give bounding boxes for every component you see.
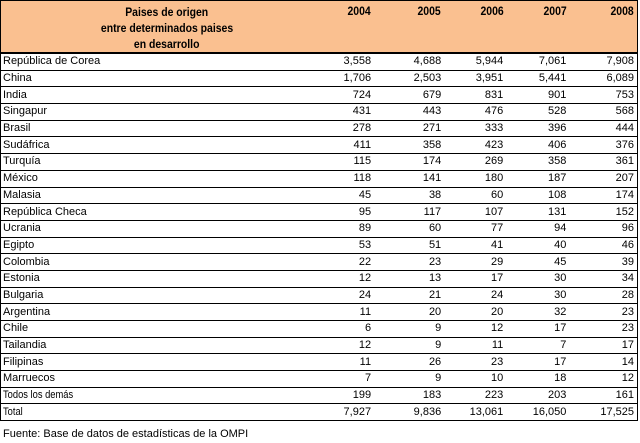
country-name: República Checa bbox=[1, 204, 334, 221]
table-title-line-2: entre determinados paises bbox=[100, 21, 234, 35]
table-row bbox=[1, 304, 638, 321]
value-cell: 40 bbox=[506, 237, 569, 254]
table-row bbox=[1, 404, 638, 421]
col-header-2005: 2005 bbox=[374, 1, 444, 54]
country-name: Colombia bbox=[1, 254, 334, 271]
value-cell: 89 bbox=[333, 220, 374, 237]
value-cell: 17 bbox=[506, 354, 569, 371]
country-name: Marruecos bbox=[1, 371, 334, 388]
col-header-2008: 2008 bbox=[569, 1, 637, 54]
col-header-2006: 2006 bbox=[444, 1, 506, 54]
value-cell: 16,050 bbox=[506, 404, 569, 421]
country-name: Argentina bbox=[1, 304, 334, 321]
table-row bbox=[1, 287, 638, 304]
source-note: Fuente: Base de datos de estadísticas de la OMPI bbox=[3, 428, 249, 441]
value-cell: 60 bbox=[374, 220, 444, 237]
value-cell: 528 bbox=[506, 104, 569, 121]
table-row bbox=[1, 371, 638, 388]
value-cell: 24 bbox=[333, 287, 374, 304]
country-name: Todos los demás bbox=[1, 387, 334, 404]
value-cell: 443 bbox=[374, 104, 444, 121]
value-cell: 9 bbox=[374, 371, 444, 388]
value-cell: 831 bbox=[444, 87, 506, 104]
value-cell: 223 bbox=[444, 387, 506, 404]
table-row bbox=[1, 204, 638, 221]
value-cell: 14 bbox=[569, 354, 637, 371]
value-cell: 118 bbox=[333, 170, 374, 187]
value-cell: 117 bbox=[374, 204, 444, 221]
value-cell: 7,908 bbox=[569, 53, 637, 70]
value-cell: 901 bbox=[506, 87, 569, 104]
value-cell: 12 bbox=[333, 337, 374, 354]
value-cell: 333 bbox=[444, 120, 506, 137]
table-row bbox=[1, 337, 638, 354]
table-row bbox=[1, 53, 638, 70]
value-cell: 9,836 bbox=[374, 404, 444, 421]
value-cell: 107 bbox=[444, 204, 506, 221]
value-cell: 269 bbox=[444, 154, 506, 171]
country-name: Bulgaria bbox=[1, 287, 334, 304]
value-cell: 22 bbox=[333, 254, 374, 271]
value-cell: 396 bbox=[506, 120, 569, 137]
value-cell: 53 bbox=[333, 237, 374, 254]
country-name: Singapur bbox=[1, 104, 334, 121]
value-cell: 7,927 bbox=[333, 404, 374, 421]
value-cell: 376 bbox=[569, 137, 637, 154]
value-cell: 7 bbox=[333, 371, 374, 388]
value-cell: 94 bbox=[506, 220, 569, 237]
value-cell: 17 bbox=[444, 270, 506, 287]
value-cell: 26 bbox=[374, 354, 444, 371]
value-cell: 60 bbox=[444, 187, 506, 204]
value-cell: 18 bbox=[506, 371, 569, 388]
value-cell: 6 bbox=[333, 321, 374, 338]
country-name: Turquía bbox=[1, 154, 334, 171]
value-cell: 11 bbox=[333, 354, 374, 371]
country-name: Total bbox=[1, 404, 334, 421]
value-cell: 96 bbox=[569, 220, 637, 237]
value-cell: 199 bbox=[333, 387, 374, 404]
value-cell: 9 bbox=[374, 337, 444, 354]
value-cell: 174 bbox=[569, 187, 637, 204]
value-cell: 724 bbox=[333, 87, 374, 104]
value-cell: 9 bbox=[374, 321, 444, 338]
table-row bbox=[1, 70, 638, 87]
value-cell: 20 bbox=[374, 304, 444, 321]
table-title bbox=[1, 1, 334, 54]
country-name: Egipto bbox=[1, 237, 334, 254]
table-row bbox=[1, 321, 638, 338]
value-cell: 3,558 bbox=[333, 53, 374, 70]
value-cell: 95 bbox=[333, 204, 374, 221]
value-cell: 207 bbox=[569, 170, 637, 187]
value-cell: 423 bbox=[444, 137, 506, 154]
table-row bbox=[1, 387, 638, 404]
value-cell: 152 bbox=[569, 204, 637, 221]
country-name: Tailandia bbox=[1, 337, 334, 354]
value-cell: 361 bbox=[569, 154, 637, 171]
value-cell: 271 bbox=[374, 120, 444, 137]
value-cell: 174 bbox=[374, 154, 444, 171]
value-cell: 77 bbox=[444, 220, 506, 237]
country-name: México bbox=[1, 170, 334, 187]
table-row bbox=[1, 170, 638, 187]
value-cell: 12 bbox=[333, 270, 374, 287]
value-cell: 6,089 bbox=[569, 70, 637, 87]
value-cell: 141 bbox=[374, 170, 444, 187]
value-cell: 13,061 bbox=[444, 404, 506, 421]
value-cell: 5,441 bbox=[506, 70, 569, 87]
value-cell: 24 bbox=[444, 287, 506, 304]
value-cell: 278 bbox=[333, 120, 374, 137]
value-cell: 406 bbox=[506, 137, 569, 154]
country-name: Filipinas bbox=[1, 354, 334, 371]
country-name: Ucrania bbox=[1, 220, 334, 237]
value-cell: 23 bbox=[569, 304, 637, 321]
col-header-2007: 2007 bbox=[506, 1, 569, 54]
value-cell: 108 bbox=[506, 187, 569, 204]
country-name: Estonia bbox=[1, 270, 334, 287]
value-cell: 12 bbox=[569, 371, 637, 388]
value-cell: 30 bbox=[506, 287, 569, 304]
value-cell: 11 bbox=[444, 337, 506, 354]
value-cell: 17 bbox=[506, 321, 569, 338]
table-title-line-1: Paises de origen bbox=[125, 5, 209, 19]
value-cell: 23 bbox=[569, 321, 637, 338]
value-cell: 20 bbox=[444, 304, 506, 321]
value-cell: 161 bbox=[569, 387, 637, 404]
value-cell: 32 bbox=[506, 304, 569, 321]
value-cell: 23 bbox=[374, 254, 444, 271]
country-name: Malasia bbox=[1, 187, 334, 204]
value-cell: 41 bbox=[444, 237, 506, 254]
value-cell: 13 bbox=[374, 270, 444, 287]
header-row bbox=[1, 1, 638, 54]
country-name: India bbox=[1, 87, 334, 104]
value-cell: 39 bbox=[569, 254, 637, 271]
value-cell: 7 bbox=[506, 337, 569, 354]
value-cell: 180 bbox=[444, 170, 506, 187]
country-name: Brasil bbox=[1, 120, 334, 137]
value-cell: 131 bbox=[506, 204, 569, 221]
table-row bbox=[1, 137, 638, 154]
table-row bbox=[1, 220, 638, 237]
value-cell: 183 bbox=[374, 387, 444, 404]
value-cell: 17,525 bbox=[569, 404, 637, 421]
table-row bbox=[1, 254, 638, 271]
value-cell: 679 bbox=[374, 87, 444, 104]
value-cell: 46 bbox=[569, 237, 637, 254]
value-cell: 444 bbox=[569, 120, 637, 137]
value-cell: 358 bbox=[506, 154, 569, 171]
value-cell: 753 bbox=[569, 87, 637, 104]
value-cell: 476 bbox=[444, 104, 506, 121]
value-cell: 23 bbox=[444, 354, 506, 371]
value-cell: 45 bbox=[506, 254, 569, 271]
value-cell: 115 bbox=[333, 154, 374, 171]
value-cell: 29 bbox=[444, 254, 506, 271]
value-cell: 3,951 bbox=[444, 70, 506, 87]
country-name: Sudáfrica bbox=[1, 137, 334, 154]
value-cell: 5,944 bbox=[444, 53, 506, 70]
value-cell: 45 bbox=[333, 187, 374, 204]
value-cell: 11 bbox=[333, 304, 374, 321]
table-row bbox=[1, 187, 638, 204]
value-cell: 568 bbox=[569, 104, 637, 121]
value-cell: 51 bbox=[374, 237, 444, 254]
value-cell: 203 bbox=[506, 387, 569, 404]
value-cell: 34 bbox=[569, 270, 637, 287]
col-header-2004: 2004 bbox=[333, 1, 374, 54]
table-row bbox=[1, 270, 638, 287]
value-cell: 28 bbox=[569, 287, 637, 304]
table-row bbox=[1, 104, 638, 121]
value-cell: 7,061 bbox=[506, 53, 569, 70]
table-row bbox=[1, 354, 638, 371]
value-cell: 431 bbox=[333, 104, 374, 121]
table-row bbox=[1, 120, 638, 137]
value-cell: 17 bbox=[569, 337, 637, 354]
table-title-line-3: en desarrollo bbox=[134, 37, 200, 51]
value-cell: 38 bbox=[374, 187, 444, 204]
table-row bbox=[1, 154, 638, 171]
value-cell: 21 bbox=[374, 287, 444, 304]
value-cell: 2,503 bbox=[374, 70, 444, 87]
value-cell: 10 bbox=[444, 371, 506, 388]
country-name: Chile bbox=[1, 321, 334, 338]
value-cell: 12 bbox=[444, 321, 506, 338]
value-cell: 187 bbox=[506, 170, 569, 187]
table-body bbox=[1, 53, 638, 421]
value-cell: 4,688 bbox=[374, 53, 444, 70]
value-cell: 1,706 bbox=[333, 70, 374, 87]
value-cell: 30 bbox=[506, 270, 569, 287]
country-name: República de Corea bbox=[1, 53, 334, 70]
table-row bbox=[1, 87, 638, 104]
value-cell: 358 bbox=[374, 137, 444, 154]
table-row bbox=[1, 237, 638, 254]
country-name: China bbox=[1, 70, 334, 87]
value-cell: 411 bbox=[333, 137, 374, 154]
